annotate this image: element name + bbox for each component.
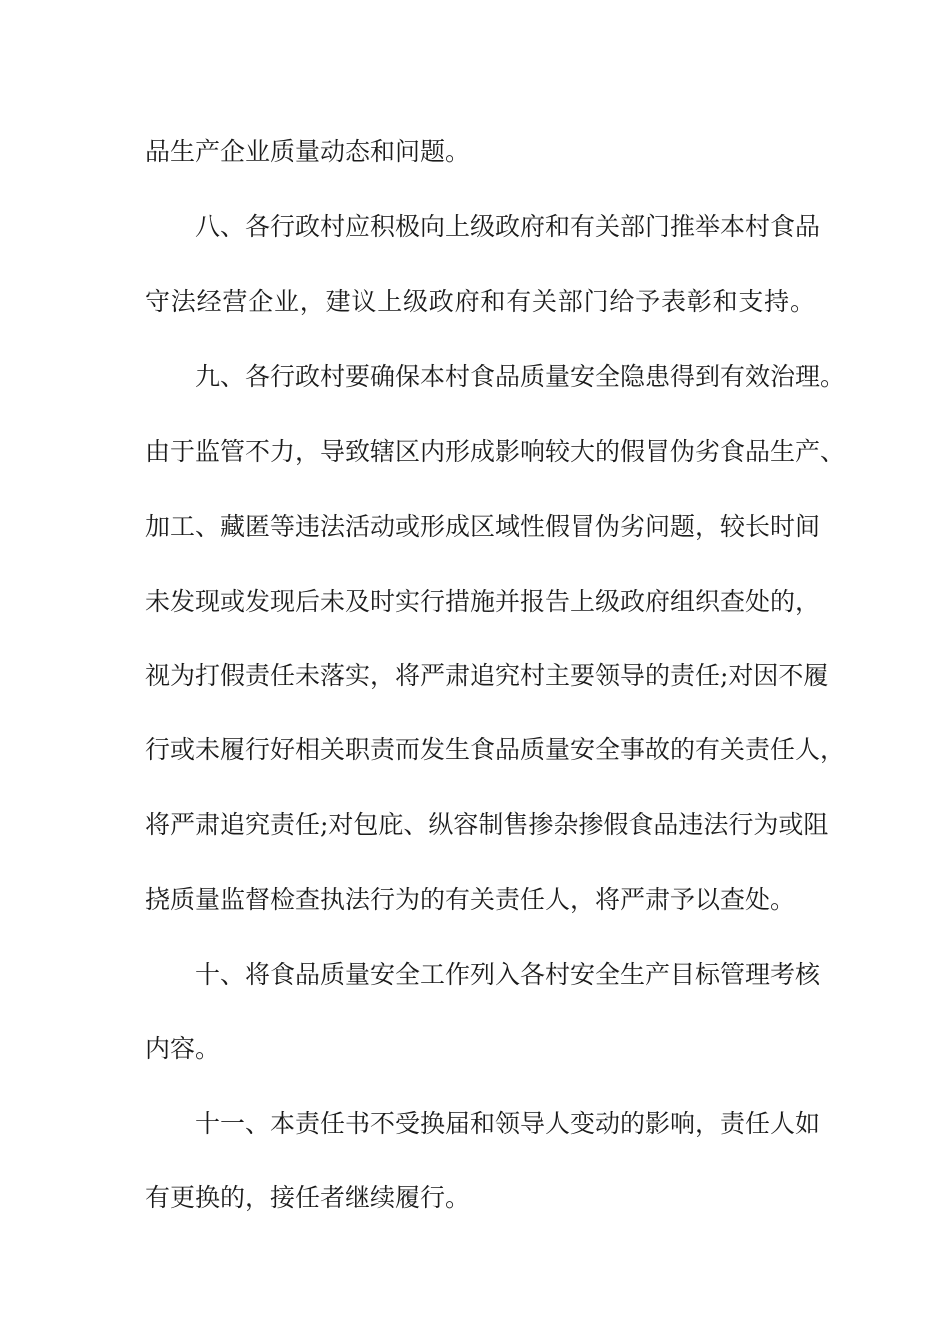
paragraph-line: 十、将食品质量安全工作列入各村安全生产目标管理考核 — [195, 960, 821, 989]
paragraph-line: 挠质量监督检查执法行为的有关责任人，将严肃予以查处。 — [145, 885, 796, 914]
paragraph-line: 加工、藏匿等违法活动或形成区域性假冒伪劣问题，较长时间 — [145, 512, 821, 541]
paragraph-line: 由于监管不力，导致辖区内形成影响较大的假冒伪劣食品生产、 — [145, 437, 846, 466]
paragraph-line: 十一、本责任书不受换届和领导人变动的影响，责任人如 — [195, 1109, 821, 1138]
paragraph-line: 八、各行政村应积极向上级政府和有关部门推举本村食品 — [195, 212, 821, 241]
paragraph-line: 视为打假责任未落实，将严肃追究村主要领导的责任;对因不履 — [145, 661, 829, 690]
paragraph-line: 将严肃追究责任;对包庇、纵容制售掺杂掺假食品违法行为或阻 — [145, 810, 829, 839]
paragraph-line: 行或未履行好相关职责而发生食品质量安全事故的有关责任人， — [145, 735, 846, 764]
paragraph-line: 守法经营企业，建议上级政府和有关部门给予表彰和支持。 — [145, 287, 815, 316]
paragraph-line: 未发现或发现后未及时实行措施并报告上级政府组织查处的， — [145, 587, 821, 616]
paragraph-line: 内容。 — [145, 1034, 221, 1063]
paragraph-line: 九、各行政村要确保本村食品质量安全隐患得到有效治理。 — [195, 362, 846, 391]
paragraph-line: 品生产企业质量动态和问题。 — [145, 137, 471, 166]
paragraph-line: 有更换的，接任者继续履行。 — [145, 1183, 471, 1212]
